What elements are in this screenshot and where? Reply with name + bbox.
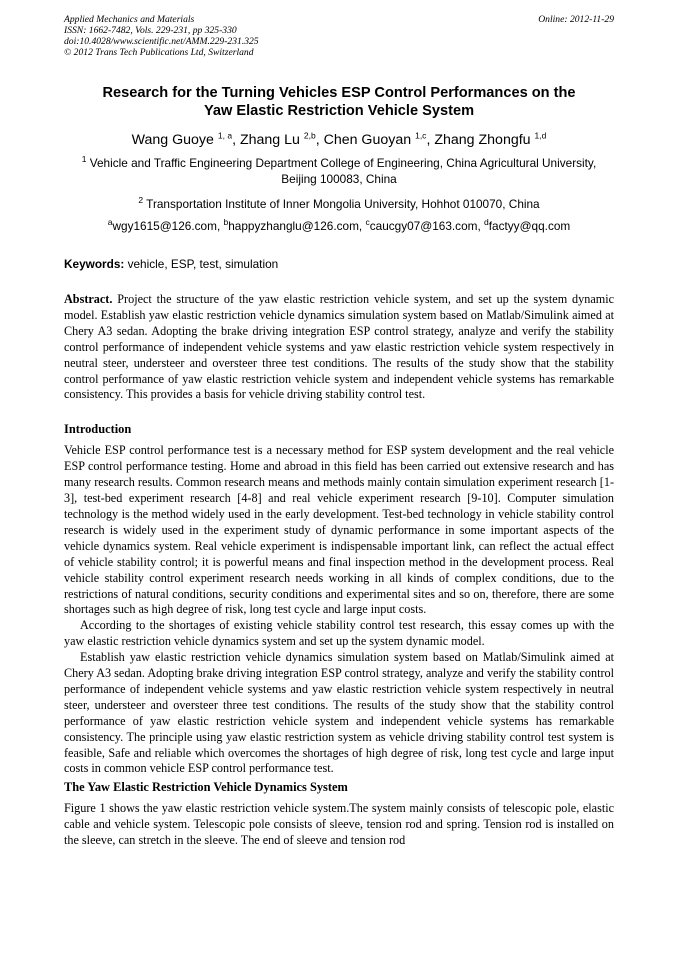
author-name: Zhang Lu xyxy=(239,132,300,148)
journal-name: Applied Mechanics and Materials xyxy=(64,14,195,25)
online-date: Online: 2012-11-29 xyxy=(538,14,614,25)
journal-issn: ISSN: 1662-7482, Vols. 229-231, pp 325-330 xyxy=(64,25,237,36)
email-link[interactable]: caucgy07@163.com xyxy=(369,219,478,233)
paper-title-line-1: Research for the Turning Vehicles ESP Control Performances on the xyxy=(102,85,576,101)
author-list: Wang Guoye $^{1, a}$, Zhang Lu $^{2,b}$, Chen Guoyan $^{1,c}$, Zhang Zhongfu $^{1,d}$ xyxy=(131,130,547,148)
paper-title xyxy=(64,84,614,120)
email-link[interactable]: happyzhanglu@126.com xyxy=(228,219,359,233)
author-affil-marker: 1, a xyxy=(217,130,233,141)
abstract-text: Project the structure of the yaw elastic restriction vehicle system, and set up the system dynamic model. Establish yaw elastic restriction vehicle dynamics simulation system based on Matlab/Simulink aimed at Chery A3 sedan. Adopting the brake driving integration ESP control strategy, analyze and verify the stability control performance of independent vehicle systems and yaw elastic restriction vehicle system respectively in neutral steer, understeer and oversteer three test conditions. The results of the study show that the stability control performance of yaw elastic restriction vehicle system and independent vehicle systems has remarkable consistency. This provides a basis for vehicle driving stability control test. xyxy=(64,292,615,402)
email-marker: a xyxy=(107,217,113,228)
paper-title-line-2: Yaw Elastic Restriction Vehicle System xyxy=(203,103,475,119)
affiliation-marker: 1 xyxy=(81,154,87,165)
email-marker: b xyxy=(223,217,229,228)
journal-info xyxy=(64,14,259,58)
author-name: Chen Guoyan xyxy=(323,132,412,148)
abstract xyxy=(64,292,614,403)
journal-doi[interactable]: doi:10.4028/www.scientific.net/AMM.229-231.325 xyxy=(64,36,259,47)
email-marker: c xyxy=(365,217,370,228)
email-link[interactable]: factyy@qq.com xyxy=(488,219,571,233)
author-name: Wang Guoye xyxy=(131,132,214,148)
affiliation-text: Vehicle and Traffic Engineering Department College of Engineering, China Agricultural University, Beijing 100083, China xyxy=(89,156,597,186)
keywords-label: Keywords: xyxy=(64,257,125,271)
affiliation-2 xyxy=(64,196,614,212)
author-affil-marker: 1,c xyxy=(415,130,427,141)
author-emails: $^a$wgy1615@126.com, $^b$happyzhanglu@126.com, $^c$caucgy07@163.com, $^d$factyy@qq.com xyxy=(107,217,571,233)
paper-page xyxy=(64,14,614,849)
affiliation-marker: 2 xyxy=(138,195,144,206)
section-heading-introduction: Introduction xyxy=(64,422,132,437)
keywords-text: vehicle, ESP, test, simulation xyxy=(127,257,279,271)
affiliation-1 xyxy=(64,155,614,187)
author-affil-marker: 2,b xyxy=(303,130,316,141)
body-paragraph: Figure 1 shows the yaw elastic restriction vehicle system.The system mainly consists of telescopic pole, elastic cable and vehicle system. Telescopic pole consists of sleeve, tension rod and spring. Tension rod is installed on the sleeve, can stretch in the sleeve. The end of sleeve and tension rod xyxy=(64,801,614,848)
author-name: Zhang Zhongfu xyxy=(434,132,531,148)
keywords xyxy=(64,256,614,272)
author-affil-marker: 1,d xyxy=(534,130,547,141)
affiliation-text: Transportation Institute of Inner Mongolia University, Hohhot 010070, China xyxy=(146,197,540,211)
journal-copyright: © 2012 Trans Tech Publications Ltd, Switzerland xyxy=(64,47,254,58)
email-marker: d xyxy=(484,217,489,228)
abstract-label: Abstract. xyxy=(64,292,113,306)
body-paragraph: According to the shortages of existing vehicle stability control test research, this essay comes up with the yaw elastic restriction vehicle dynamics system and set up the system dynamic model. xyxy=(64,618,614,649)
journal-header xyxy=(64,14,614,58)
section-heading-dynamics-system: The Yaw Elastic Restriction Vehicle Dynamics System xyxy=(64,780,348,795)
body-paragraph: Vehicle ESP control performance test is a necessary method for ESP system development and the real vehicle ESP control performance testing. Home and abroad in this field has been carried out extensive research and has many research results. Common research means and methods mainly contain simulation experiment research [1-3], test-bed experiment research [4-8] and real vehicle experiment research [9-10]. Computer simulation technology is the method widely used in the early development. Test-bed technology in vehicle stability control research is widely used in the experiment study of dynamic performance in some important aspects of the vehicle dynamics system. Real vehicle experiment is indispensable important link, can reflect the actual effect of vehicle stability control; it is powerful means and final inspection method in the development process. Real vehicle stability control experiment research needs working in all kinds of complex conditions, due to the restrictions of natural conditions, security conditions and experimental sites and so on, therefore, there are some shortages such as high degree of risk, long test cycle and large input costs. xyxy=(64,443,614,617)
email-link[interactable]: wgy1615@126.com xyxy=(112,219,217,233)
body-paragraph: Establish yaw elastic restriction vehicle dynamics simulation system based on Matlab/Simulink aimed at Chery A3 sedan. Adopting brake driving integration ESP control strategy, analyze and verify the stability control performance of independent vehicle systems and yaw elastic restriction vehicle system respectively in neutral steer, understeer and oversteer three test conditions. The results of the study show that the stability control performance of yaw elastic restriction vehicle system and independent vehicle systems has remarkable consistency. The principle using yaw elastic restriction system as vehicle driving stability control test system is feasible, Safe and reliable which overcomes the shortages of high degree of risk, long test cycle and large input costs in common vehicle ESP control performance test. xyxy=(64,650,614,776)
